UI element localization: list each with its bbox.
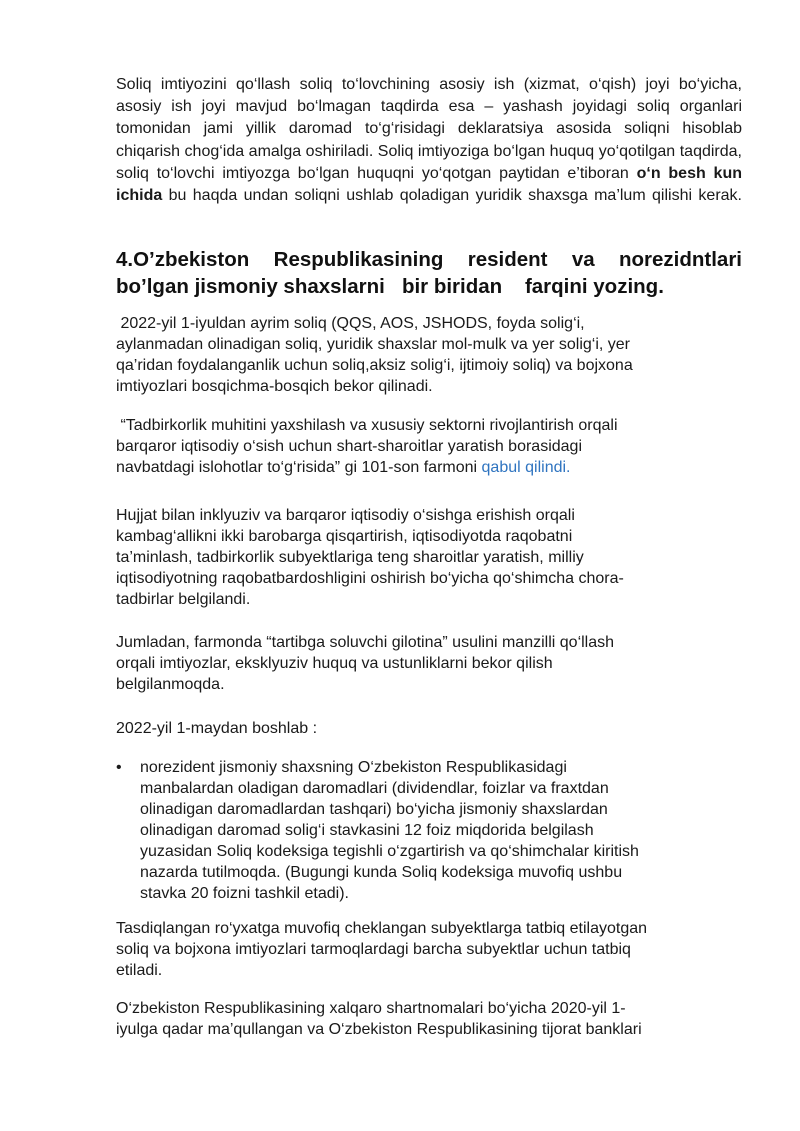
text-line: 2022-yil 1-iyuldan ayrim soliq (QQS, AOS, JSHODS, foyda solig‘i, <box>116 315 585 332</box>
text-line: Tasdiqlangan ro‘yxatga muvofiq cheklangan subyektlarga tatbiq etilayotgan <box>116 920 648 937</box>
heading-line: 4.O’zbekiston Respublikasining resident va norezidntlari <box>116 248 742 271</box>
paragraph-guillotine <box>116 632 742 695</box>
text-line: orqali imtiyozlar, eksklyuziv huquq va ustunliklarni bekor qilish <box>116 655 553 672</box>
text-line: imtiyozlari bosqichma-bosqich bekor qilinadi. <box>116 378 433 395</box>
text-line: etiladi. <box>116 962 163 979</box>
paragraph-date-intro <box>116 718 742 739</box>
paragraph-decree <box>116 415 742 478</box>
paragraph-tax-benefit <box>116 74 742 207</box>
text-line: belgilanmoqda. <box>116 676 225 693</box>
paragraph-text-after: bu haqda undan soliqni ushlab qoladigan yuridik shaxsga ma’lum qilishi kerak. <box>168 187 742 205</box>
text-line: kambag‘allikni ikki barobarga qisqartirish, iqtisodiyotda raqobatni <box>116 528 573 545</box>
text-line: iqtisodiyotning raqobatbardoshligini oshirish bo‘yicha qo‘shimcha chora- <box>116 570 624 587</box>
paragraph-bold-deadline: o‘n besh kun ichida <box>116 164 742 205</box>
text-line: Hujjat bilan inklyuziv va barqaror iqtisodiy o‘sishga erishish orqali <box>116 507 575 524</box>
decree-text: navbatdagi islohotlar to‘g‘risida” gi 101-son farmoni <box>116 459 482 476</box>
text-line: yuzasidan Soliq kodeksiga tegishli o‘zgartirish va qo‘shimchalar kiritish <box>140 843 639 860</box>
text-line: 2022-yil 1-maydan boshlab : <box>116 720 318 737</box>
text-line: soliq va bojxona imtiyozlari tarmoqlardagi barcha subyektlar uchun tatbiq <box>116 941 631 958</box>
text-line: O‘zbekiston Respublikasining xalqaro shartnomalari bo‘yicha 2020-yil 1- <box>116 1000 626 1017</box>
decree-link[interactable]: qabul qilindi. <box>481 459 571 476</box>
text-line: iyulga qadar ma’qullangan va O‘zbekiston Respublikasining tijorat banklari <box>116 1021 642 1038</box>
text-line: aylanmadan olinadigan soliq, yuridik shaxslar mol-mulk va yer solig‘i, yer <box>116 336 630 353</box>
heading-line: bo’lgan jismoniy shaxslarni bir biridan farqini yozing. <box>116 275 664 298</box>
text-line: Jumladan, farmonda “tartibga soluvchi gilotina” usulini manzilli qo‘llash <box>116 634 615 651</box>
paragraph-approved-list <box>116 918 742 981</box>
text-line <box>116 457 742 478</box>
bullet-icon: • <box>116 759 122 776</box>
text-line: tadbirlar belgilandi. <box>116 591 251 608</box>
text-line: barqaror iqtisodiy o‘sish uchun shart-sharoitlar yaratish borasidagi <box>116 438 583 455</box>
bullet-list <box>116 757 742 904</box>
paragraph-text-before: Soliq imtiyozini qo‘llash soliq to‘lovchining asosiy ish (xizmat, o‘qish) joyi bo‘yicha, asosiy ish joyi mavjud bo‘lmagan taqdirda esa – yashash joyidagi soliq organlari tomonidan jami yillik daromad to‘g‘risidagi deklaratsiya asosida soliqni hisoblab chiqarish chog‘ida amalga oshiriladi. Soliq imtiyoziga bo‘lgan huquq yo‘qotilgan taqdirda, soliq to‘lovchi imtiyozga bo‘lgan huquqni yo‘qotgan paytidan e’tiboran <box>116 76 742 182</box>
text-line: norezident jismoniy shaxsning O‘zbekiston Respublikasidagi <box>140 759 567 776</box>
text-line: nazarda tutilmoqda. (Bugungi kunda Soliq kodeksiga muvofiq ushbu <box>140 864 623 881</box>
text-line: “Tadbirkorlik muhitini yaxshilash va xususiy sektorni rivojlantirish orqali <box>116 417 618 434</box>
text-line: ta’minlash, tadbirkorlik subyektlariga teng sharoitlar yaratish, milliy <box>116 549 584 566</box>
paragraph-document-measures <box>116 505 742 610</box>
paragraph-international-agreements <box>116 998 742 1040</box>
text-line: olinadigan daromadlardan tashqari) bo‘yicha jismoniy shaxslardan <box>140 801 608 818</box>
text-line: olinadigan daromad solig‘i stavkasini 12 foiz miqdorida belgilash <box>140 822 594 839</box>
paragraph-abolition <box>116 313 742 397</box>
text-line: manbalardan oladigan daromadlari (dividendlar, foizlar va fraxtdan <box>140 780 609 797</box>
text-line: qa’ridan foydalanganlik uchun soliq,aksiz solig‘i, ijtimoiy soliq) va bojxona <box>116 357 633 374</box>
list-item <box>116 757 742 904</box>
section-heading <box>116 246 742 300</box>
text-line: stavka 20 foizni tashkil etadi). <box>140 885 349 902</box>
